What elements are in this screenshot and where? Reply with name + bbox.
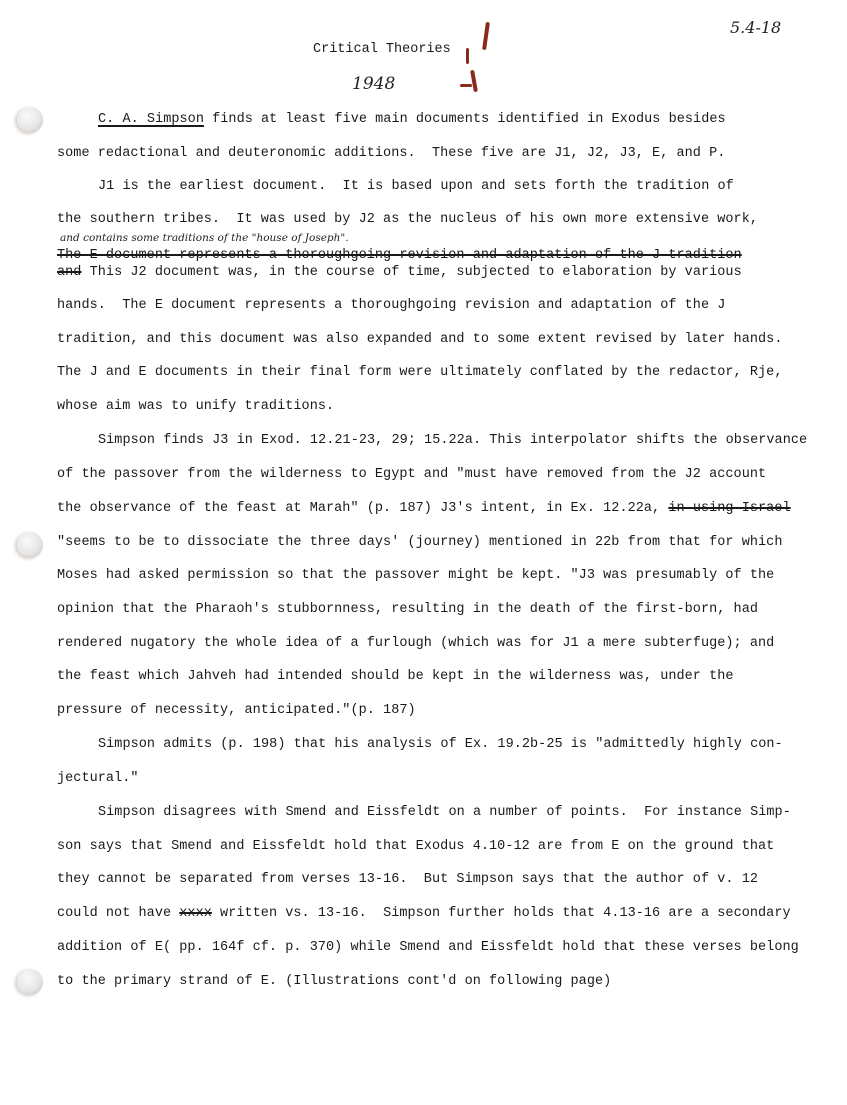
text-line: [57, 364, 782, 382]
text-segment: jectural.": [57, 771, 139, 786]
text-segment: son says that Smend and Eissfeldt hold that Exodus 4.10-12 are from E on the ground that: [57, 839, 775, 854]
text-segment: "seems to be to dissociate the three days' (journey) mentioned in 22b from that for which: [57, 535, 783, 550]
text-line: [98, 178, 734, 196]
text-segment: Simpson disagrees with Smend and Eissfeldt on a number of points. For instance Simp-: [98, 805, 791, 820]
text-line: [98, 111, 726, 129]
text-segment: finds at least five main documents identified in Exodus besides: [203, 112, 726, 127]
text-line: [57, 973, 611, 991]
text-line: [57, 211, 758, 229]
text-segment: addition of E( pp. 164f cf. p. 370) while Smend and Eissfeldt hold that these verses belong: [57, 940, 799, 955]
text-line: [57, 635, 774, 653]
text-line: [98, 736, 783, 754]
handwritten-insert: and contains some traditions of the "house of Joseph".: [60, 232, 349, 244]
text-segment: This J2 document was, in the course of time, subjected to elaboration by various: [81, 265, 742, 280]
text-segment: of the passover from the wilderness to Egypt and "must have removed from the J2 account: [57, 467, 767, 482]
text-line: [57, 297, 725, 315]
text-line: [57, 466, 766, 484]
handwritten-year: 1948: [352, 74, 396, 94]
text-line: [57, 905, 791, 923]
text-segment: written vs. 13-16. Simpson further holds that 4.13-16 are a secondary: [211, 906, 791, 921]
punch-hole: [17, 532, 43, 558]
text-segment: could not have: [57, 906, 180, 921]
text-line: [57, 145, 725, 163]
text-line: [57, 534, 782, 552]
text-segment: the southern tribes. It was used by J2 as the nucleus of his own more extensive work,: [57, 212, 759, 227]
text-segment: the feast which Jahveh had intended should be kept in the wilderness was, under the: [57, 669, 734, 684]
text-line: [57, 601, 758, 619]
text-line: [57, 567, 774, 585]
text-segment: tradition, and this document was also expanded and to some extent revised by later hands.: [57, 332, 783, 347]
text-segment: they cannot be separated from verses 13-16. But Simpson says that the author of v. 12: [57, 872, 759, 887]
text-segment: hands. The E document represents a thoroughgoing revision and adaptation of the J: [57, 298, 726, 313]
text-segment: J1 is the earliest document. It is based upon and sets forth the tradition of: [98, 179, 734, 194]
text-line: [57, 331, 782, 349]
text-line: [98, 432, 807, 450]
text-segment: Simpson admits (p. 198) that his analysis of Ex. 19.2b-25 is "admittedly highly con-: [98, 737, 783, 752]
text-segment: rendered nugatory the whole idea of a furlough (which was for J1 a mere subterfuge); and: [57, 636, 775, 651]
struck-text: The E document represents a thoroughgoing revision and adaptation of the J tradition: [57, 248, 742, 263]
text-segment: The J and E documents in their final form were ultimately conflated by the redactor, Rje,: [57, 365, 783, 380]
struck-text: in using Israel: [668, 501, 791, 516]
text-line: [57, 398, 334, 416]
text-line: [57, 838, 774, 856]
text-line: [57, 871, 758, 889]
text-line: [57, 247, 742, 265]
text-line: [57, 264, 742, 282]
text-segment: Simpson finds J3 in Exod. 12.21-23, 29; 15.22a. This interpolator shifts the observance: [98, 433, 808, 448]
text-segment: to the primary strand of E. (Illustrations cont'd on following page): [57, 974, 612, 989]
punch-hole: [17, 969, 43, 995]
text-line: [57, 770, 139, 788]
text-line: [57, 668, 734, 686]
text-segment: the observance of the feast at Marah" (p. 187) J3's intent, in Ex. 12.22a,: [57, 501, 669, 516]
text-line: [98, 804, 791, 822]
text-segment: some redactional and deuteronomic additions. These five are J1, J2, J3, E, and P.: [57, 146, 726, 161]
struck-text: and: [57, 265, 82, 280]
text-line: [57, 939, 799, 957]
page-title: Critical Theories: [313, 42, 451, 57]
underlined-text: C. A. Simpson: [98, 112, 204, 127]
text-segment: Moses had asked permission so that the passover might be kept. "J3 was presumably of the: [57, 568, 775, 583]
text-segment: pressure of necessity, anticipated."(p. 187): [57, 703, 416, 718]
text-segment: opinion that the Pharaoh's stubbornness, resulting in the death of the first-born, had: [57, 602, 759, 617]
text-line: [57, 500, 791, 518]
struck-text: xxxx: [179, 906, 212, 921]
text-segment: whose aim was to unify traditions.: [57, 399, 335, 414]
handwritten-page-ref: 5.4-18: [730, 18, 782, 37]
punch-hole: [17, 107, 43, 133]
text-line: [57, 702, 416, 720]
